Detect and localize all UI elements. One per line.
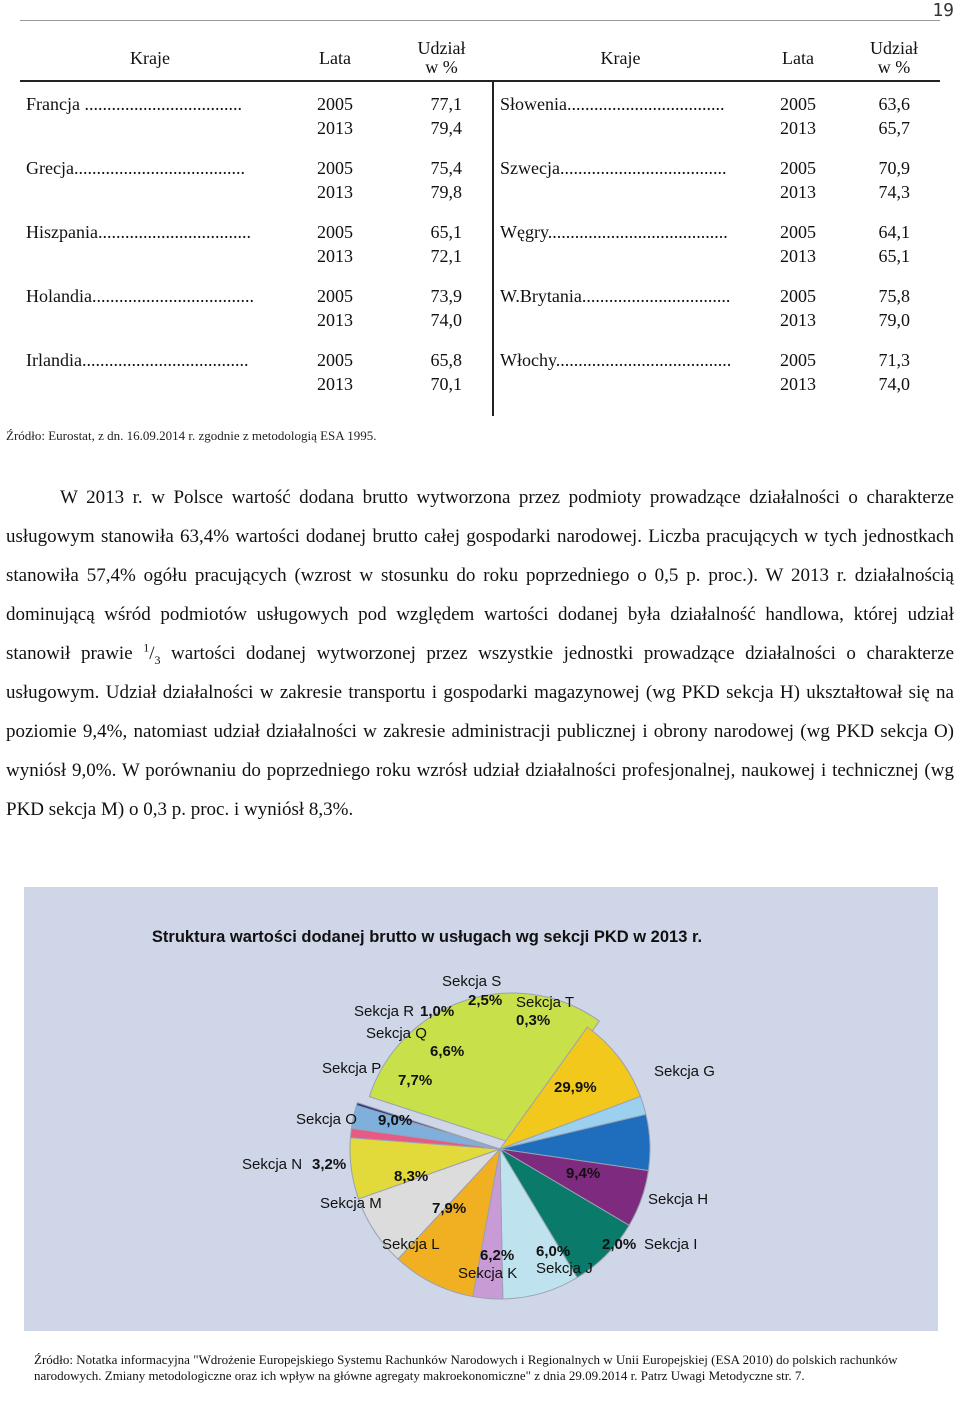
share-value: 63,6 xyxy=(878,94,910,114)
year-value: 2013 xyxy=(780,182,816,202)
year-value: 2005 xyxy=(317,222,353,242)
year-value: 2005 xyxy=(780,158,816,178)
country-name: Słowenia................................... xyxy=(500,94,725,114)
country-name: Hiszpania.................................. xyxy=(26,222,251,242)
slice-value-sekcja-k: 6,2% xyxy=(480,1247,515,1264)
slice-value-sekcja-j: 6,0% xyxy=(536,1243,571,1260)
share-value: 64,1 xyxy=(878,222,910,242)
share-value: 65,1 xyxy=(390,220,493,244)
year-value: 2013 xyxy=(317,118,353,138)
slice-value-sekcja-h: 9,4% xyxy=(566,1165,601,1182)
share-value: 72,1 xyxy=(390,244,493,268)
slice-name-sekcja-m: Sekcja M xyxy=(320,1195,382,1212)
fraction-denominator: 3 xyxy=(154,652,161,667)
table-row xyxy=(20,244,940,268)
slice-name-sekcja-o: Sekcja O xyxy=(296,1111,357,1128)
body-paragraph xyxy=(6,478,954,829)
share-value: 79,0 xyxy=(878,310,910,330)
slice-name-sekcja-k: Sekcja K xyxy=(458,1265,518,1282)
year-value: 2013 xyxy=(317,246,353,266)
year-value: 2013 xyxy=(780,246,816,266)
slice-value-sekcja-s: 2,5% xyxy=(468,992,503,1009)
table-row xyxy=(20,92,940,116)
country-name: Francja ................................... xyxy=(26,94,242,114)
body-text-part2: wartości dodanej wytworzonej przez wszystkie jednostki prowadzące działalności o charakterze usługowym. Udział działalności w zakresie transportu i gospodarki magazynowej (wg PKD sekcja H) ukształtował się na poziomie 9,4%, natomiast udział działalności w zakresie administracji publicznej i obrony narodowej (wg PKD sekcja O) wyniósł 9,0%. W porównaniu do poprzedniego roku wzrósł udział działalności profesjonalnej, naukowej i technicznej (wg PKD sekcja M) o 0,3 p. proc. i wyniósł 8,3%. xyxy=(6,643,955,820)
top-rule xyxy=(20,20,940,21)
slice-name-sekcja-i: Sekcja I xyxy=(644,1236,698,1253)
slice-value-sekcja-n: 3,2% xyxy=(312,1156,347,1173)
header-country-left: Kraje xyxy=(20,36,280,81)
slice-value-sekcja-o: 9,0% xyxy=(378,1112,413,1129)
slice-name-sekcja-h: Sekcja H xyxy=(648,1191,709,1208)
fraction-slash: / xyxy=(149,643,155,664)
table-row xyxy=(20,308,940,332)
year-value: 2005 xyxy=(780,350,816,370)
share-value: 79,4 xyxy=(390,116,493,140)
slice-value-sekcja-p: 7,7% xyxy=(398,1072,433,1089)
slice-value-sekcja-l: 7,9% xyxy=(432,1200,467,1217)
year-value: 2013 xyxy=(317,374,353,394)
share-value: 65,7 xyxy=(878,118,910,138)
slice-name-sekcja-s: Sekcja S xyxy=(442,973,502,990)
country-name: Szwecja..................................... xyxy=(500,158,727,178)
year-value: 2005 xyxy=(317,94,353,114)
header-year-left: Lata xyxy=(280,36,390,81)
share-value: 70,1 xyxy=(390,372,493,396)
share-value: 73,9 xyxy=(390,284,493,308)
share-value: 65,8 xyxy=(390,348,493,372)
table-row xyxy=(20,180,940,204)
chart-title: Struktura wartości dodanej brutto w usługach wg sekcji PKD w 2013 r. xyxy=(151,928,703,946)
body-text-part1: W 2013 r. w Polsce wartość dodana brutto wytworzona przez podmioty prowadzące działalności o charakterze usługowym stanowiła 63,4% wartości dodanej brutto całej gospodarki narodowej. Liczba pracujących w tych jednostkach stanowiła 57,4% ogółu pracujących (wzrost w stosunku do roku poprzedniego o 0,5 p. proc.). W 2013 r. działalnością dominującą wśród podmiotów usługowych pod względem wartości dodanej była działalność handlowa, której udział stanowił prawie xyxy=(6,487,954,664)
header-country-right: Kraje xyxy=(493,36,748,81)
slice-value-sekcja-m: 8,3% xyxy=(394,1168,429,1185)
slice-name-sekcja-r: Sekcja R xyxy=(354,1003,415,1020)
page-number: 19 xyxy=(932,0,954,21)
header-year-right: Lata xyxy=(748,36,848,81)
table-source-note: Źródło: Eurostat, z dn. 16.09.2014 r. zgodnie z metodologią ESA 1995. xyxy=(6,428,377,443)
slice-value-sekcja-g: 29,9% xyxy=(554,1079,597,1096)
share-value: 71,3 xyxy=(878,350,910,370)
table-body xyxy=(20,81,940,416)
year-value: 2005 xyxy=(317,350,353,370)
share-value: 75,4 xyxy=(390,156,493,180)
share-value: 74,0 xyxy=(878,374,910,394)
slice-value-sekcja-q: 6,6% xyxy=(430,1043,465,1060)
table-row xyxy=(20,284,940,308)
country-share-table xyxy=(20,36,940,416)
country-name: Irlandia..................................... xyxy=(26,350,249,370)
slice-value-sekcja-t: 0,3% xyxy=(516,1012,551,1029)
year-value: 2005 xyxy=(317,158,353,178)
country-name: Włochy....................................... xyxy=(500,350,732,370)
year-value: 2005 xyxy=(780,222,816,242)
table-row xyxy=(20,372,940,396)
slice-name-sekcja-t: Sekcja T xyxy=(516,994,575,1011)
share-value: 70,9 xyxy=(878,158,910,178)
share-value: 65,1 xyxy=(878,246,910,266)
table-row xyxy=(20,116,940,140)
year-value: 2013 xyxy=(780,310,816,330)
slice-value-sekcja-i: 2,0% xyxy=(602,1236,637,1253)
share-value: 77,1 xyxy=(390,92,493,116)
header-share-left: Udział w % xyxy=(390,36,493,81)
country-name: Holandia.................................... xyxy=(26,286,254,306)
year-value: 2005 xyxy=(317,286,353,306)
slice-name-sekcja-q: Sekcja Q xyxy=(366,1025,427,1042)
slice-name-sekcja-g: Sekcja G xyxy=(654,1063,715,1080)
pie-chart-panel xyxy=(24,887,938,1331)
fraction-numerator: 1 xyxy=(143,640,150,655)
share-value: 74,0 xyxy=(390,308,493,332)
country-name: W.Brytania................................. xyxy=(500,286,731,306)
country-name: Węgry........................................ xyxy=(500,222,728,242)
year-value: 2005 xyxy=(780,94,816,114)
share-value: 79,8 xyxy=(390,180,493,204)
pie-chart xyxy=(24,887,938,1331)
year-value: 2013 xyxy=(317,182,353,202)
slice-name-sekcja-j: Sekcja J xyxy=(536,1260,593,1277)
slice-name-sekcja-n: Sekcja N xyxy=(242,1156,303,1173)
year-value: 2013 xyxy=(780,374,816,394)
table-row xyxy=(20,156,940,180)
year-value: 2013 xyxy=(317,310,353,330)
country-name: Grecja...................................... xyxy=(26,158,245,178)
share-value: 74,3 xyxy=(878,182,910,202)
slice-value-sekcja-r: 1,0% xyxy=(420,1003,455,1020)
year-value: 2005 xyxy=(780,286,816,306)
header-share-right: Udział w % xyxy=(848,36,940,81)
table-row xyxy=(20,348,940,372)
slice-name-sekcja-p: Sekcja P xyxy=(322,1060,382,1077)
table-row xyxy=(20,220,940,244)
year-value: 2013 xyxy=(780,118,816,138)
share-value: 75,8 xyxy=(878,286,910,306)
chart-source-note: Źródło: Notatka informacyjna "Wdrożenie Europejskiego Systemu Rachunków Narodowych i Regionalnych w Unii Europejskiej (ESA 2010) do polskich rachunków narodowych. Zmiany metodologiczne oraz ich wpływ na główne agregaty makroekonomiczne" z dnia 29.09.2014 r. Patrz Uwagi Metodyczne str. 7. xyxy=(34,1352,898,1383)
slice-name-sekcja-l: Sekcja L xyxy=(382,1236,440,1253)
